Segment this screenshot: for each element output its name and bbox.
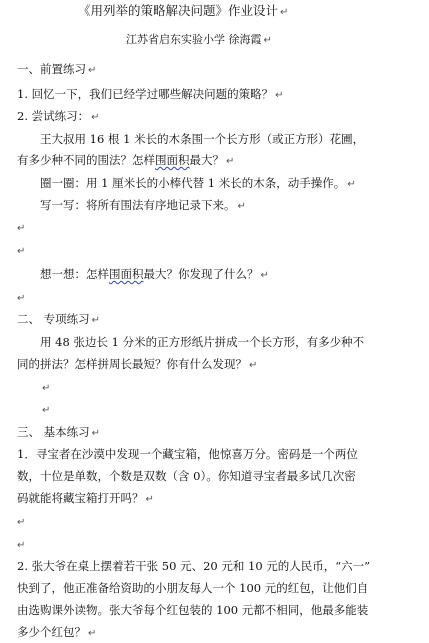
section2-heading-text: 二、 专项练习 bbox=[17, 312, 90, 326]
question-1-text: 1. 回忆一下，我们已经学过哪些解决问题的策略？ bbox=[17, 87, 274, 101]
paragraph-mark-icon: ↵ bbox=[42, 383, 51, 394]
section3-q1-line-2-text: 数，十位是单数，个数是双数（含 0）。你知道寻宝者最多试几次密 bbox=[17, 469, 356, 483]
grammar-underline-text: 围面积 bbox=[109, 267, 144, 281]
paragraph-mark-icon: ↵ bbox=[263, 35, 272, 46]
paragraph-mark-icon: ↵ bbox=[145, 494, 154, 505]
paragraph-mark-icon: ↵ bbox=[17, 223, 26, 234]
paragraph-mark-icon: ↵ bbox=[249, 360, 258, 371]
section2-heading bbox=[17, 311, 100, 329]
section3-heading-text: 三、 基本练习 bbox=[17, 425, 90, 439]
paragraph-mark-icon: ↵ bbox=[347, 179, 356, 190]
section2-line-2-text: 同的拼法？怎样拼周长最短？你有什么发现？ bbox=[17, 357, 247, 371]
think-step bbox=[40, 266, 269, 284]
paragraph-mark-icon: ↵ bbox=[17, 540, 26, 551]
doc-author bbox=[126, 32, 272, 49]
paragraph-mark-icon: ↵ bbox=[91, 428, 101, 439]
section3-q1-line-3-text: 码就能将藏宝箱打开吗？ bbox=[17, 491, 144, 505]
paragraph-mark-icon: ↵ bbox=[275, 90, 284, 101]
section3-q2-line-3 bbox=[17, 602, 368, 618]
section3-q2-line-4-text: 多少个红包？ bbox=[17, 625, 86, 639]
section3-heading bbox=[17, 424, 100, 442]
section3-q2-line-1-text: 2. 张大爷在桌上摆着若干张 50 元、20 元和 10 元的人民币，“六一” bbox=[17, 559, 371, 573]
section2-line-1 bbox=[40, 334, 364, 350]
problem-line-1 bbox=[40, 131, 364, 147]
problem-line-2-tail: 最大？ bbox=[189, 153, 224, 167]
question-1 bbox=[17, 86, 284, 104]
circle-step bbox=[40, 175, 356, 193]
problem-line-2 bbox=[17, 152, 234, 170]
section3-q2-line-3-text: 由选购课外读物。张大爷每个红包装的 100 元都不相同，他最多能装 bbox=[17, 603, 369, 617]
circle-step-text: 圈一圈：用 1 厘米长的小棒代替 1 米长的木条，动手操作。 bbox=[40, 176, 346, 190]
doc-author-text: 江苏省启东实验小学 徐海霞 bbox=[126, 33, 262, 46]
paragraph-mark-icon: ↵ bbox=[88, 628, 97, 639]
problem-line-1-text: 王大叔用 16 根 1 米长的木条围一个长方形（或正方形）花圃， bbox=[40, 132, 365, 146]
paragraph-mark-icon: ↵ bbox=[42, 405, 51, 416]
paragraph-mark-icon: ↵ bbox=[280, 7, 289, 18]
paragraph-mark-icon: ↵ bbox=[88, 65, 97, 76]
paragraph-mark-icon: ↵ bbox=[226, 156, 235, 167]
write-step-text: 写一写：将所有围法有序地记录下来。 bbox=[40, 198, 236, 212]
empty-paragraph bbox=[40, 379, 50, 397]
section1-heading bbox=[17, 61, 96, 79]
doc-title bbox=[78, 3, 288, 21]
section2-line-2 bbox=[17, 356, 257, 374]
think-step-text: 想一想：怎样 bbox=[40, 267, 109, 281]
empty-paragraph bbox=[15, 536, 25, 554]
empty-paragraph bbox=[15, 289, 25, 307]
section2-line-1-text: 用 48 张边长 1 分米的正方形纸片拼成一个长方形，有多少种不 bbox=[40, 335, 365, 349]
paragraph-mark-icon: ↵ bbox=[17, 246, 26, 257]
paragraph-mark-icon: ↵ bbox=[237, 201, 246, 212]
think-step-tail: 最大？你发现了什么？ bbox=[143, 267, 259, 281]
empty-paragraph bbox=[15, 219, 25, 237]
write-step bbox=[40, 197, 246, 215]
section3-q2-line-2 bbox=[17, 580, 368, 596]
paragraph-mark-icon: ↵ bbox=[260, 270, 269, 281]
empty-paragraph bbox=[15, 513, 25, 531]
problem-line-2-text: 有多少种不同的围法？怎样 bbox=[17, 153, 155, 167]
paragraph-mark-icon: ↵ bbox=[91, 112, 100, 123]
section3-q2-line-1 bbox=[17, 558, 370, 574]
section3-q1-line-1-text: 1．寻宝者在沙漠中发现一个藏宝箱，他惊喜万分。密码是一个两位 bbox=[17, 447, 358, 461]
section3-q1-line-2 bbox=[17, 468, 356, 484]
question-2 bbox=[17, 108, 100, 126]
empty-paragraph bbox=[40, 401, 50, 419]
section3-q2-line-4 bbox=[17, 624, 96, 642]
grammar-underline-text: 围面积 bbox=[155, 153, 190, 167]
section3-q1-line-1 bbox=[17, 446, 358, 462]
doc-title-text: 《用列举的策略解决问题》作业设计 bbox=[78, 3, 279, 18]
paragraph-mark-icon: ↵ bbox=[91, 315, 101, 326]
section1-heading-text: 一、前置练习 bbox=[17, 62, 86, 76]
section3-q1-line-3 bbox=[17, 490, 154, 508]
paragraph-mark-icon: ↵ bbox=[17, 293, 26, 304]
paragraph-mark-icon: ↵ bbox=[17, 517, 26, 528]
question-2-text: 2. 尝试练习： bbox=[17, 109, 90, 123]
empty-paragraph bbox=[15, 242, 25, 260]
section3-q2-line-2-text: 快到了，他正准备给资助的小朋友每人一个 100 元的红包，让他们自 bbox=[17, 581, 369, 595]
